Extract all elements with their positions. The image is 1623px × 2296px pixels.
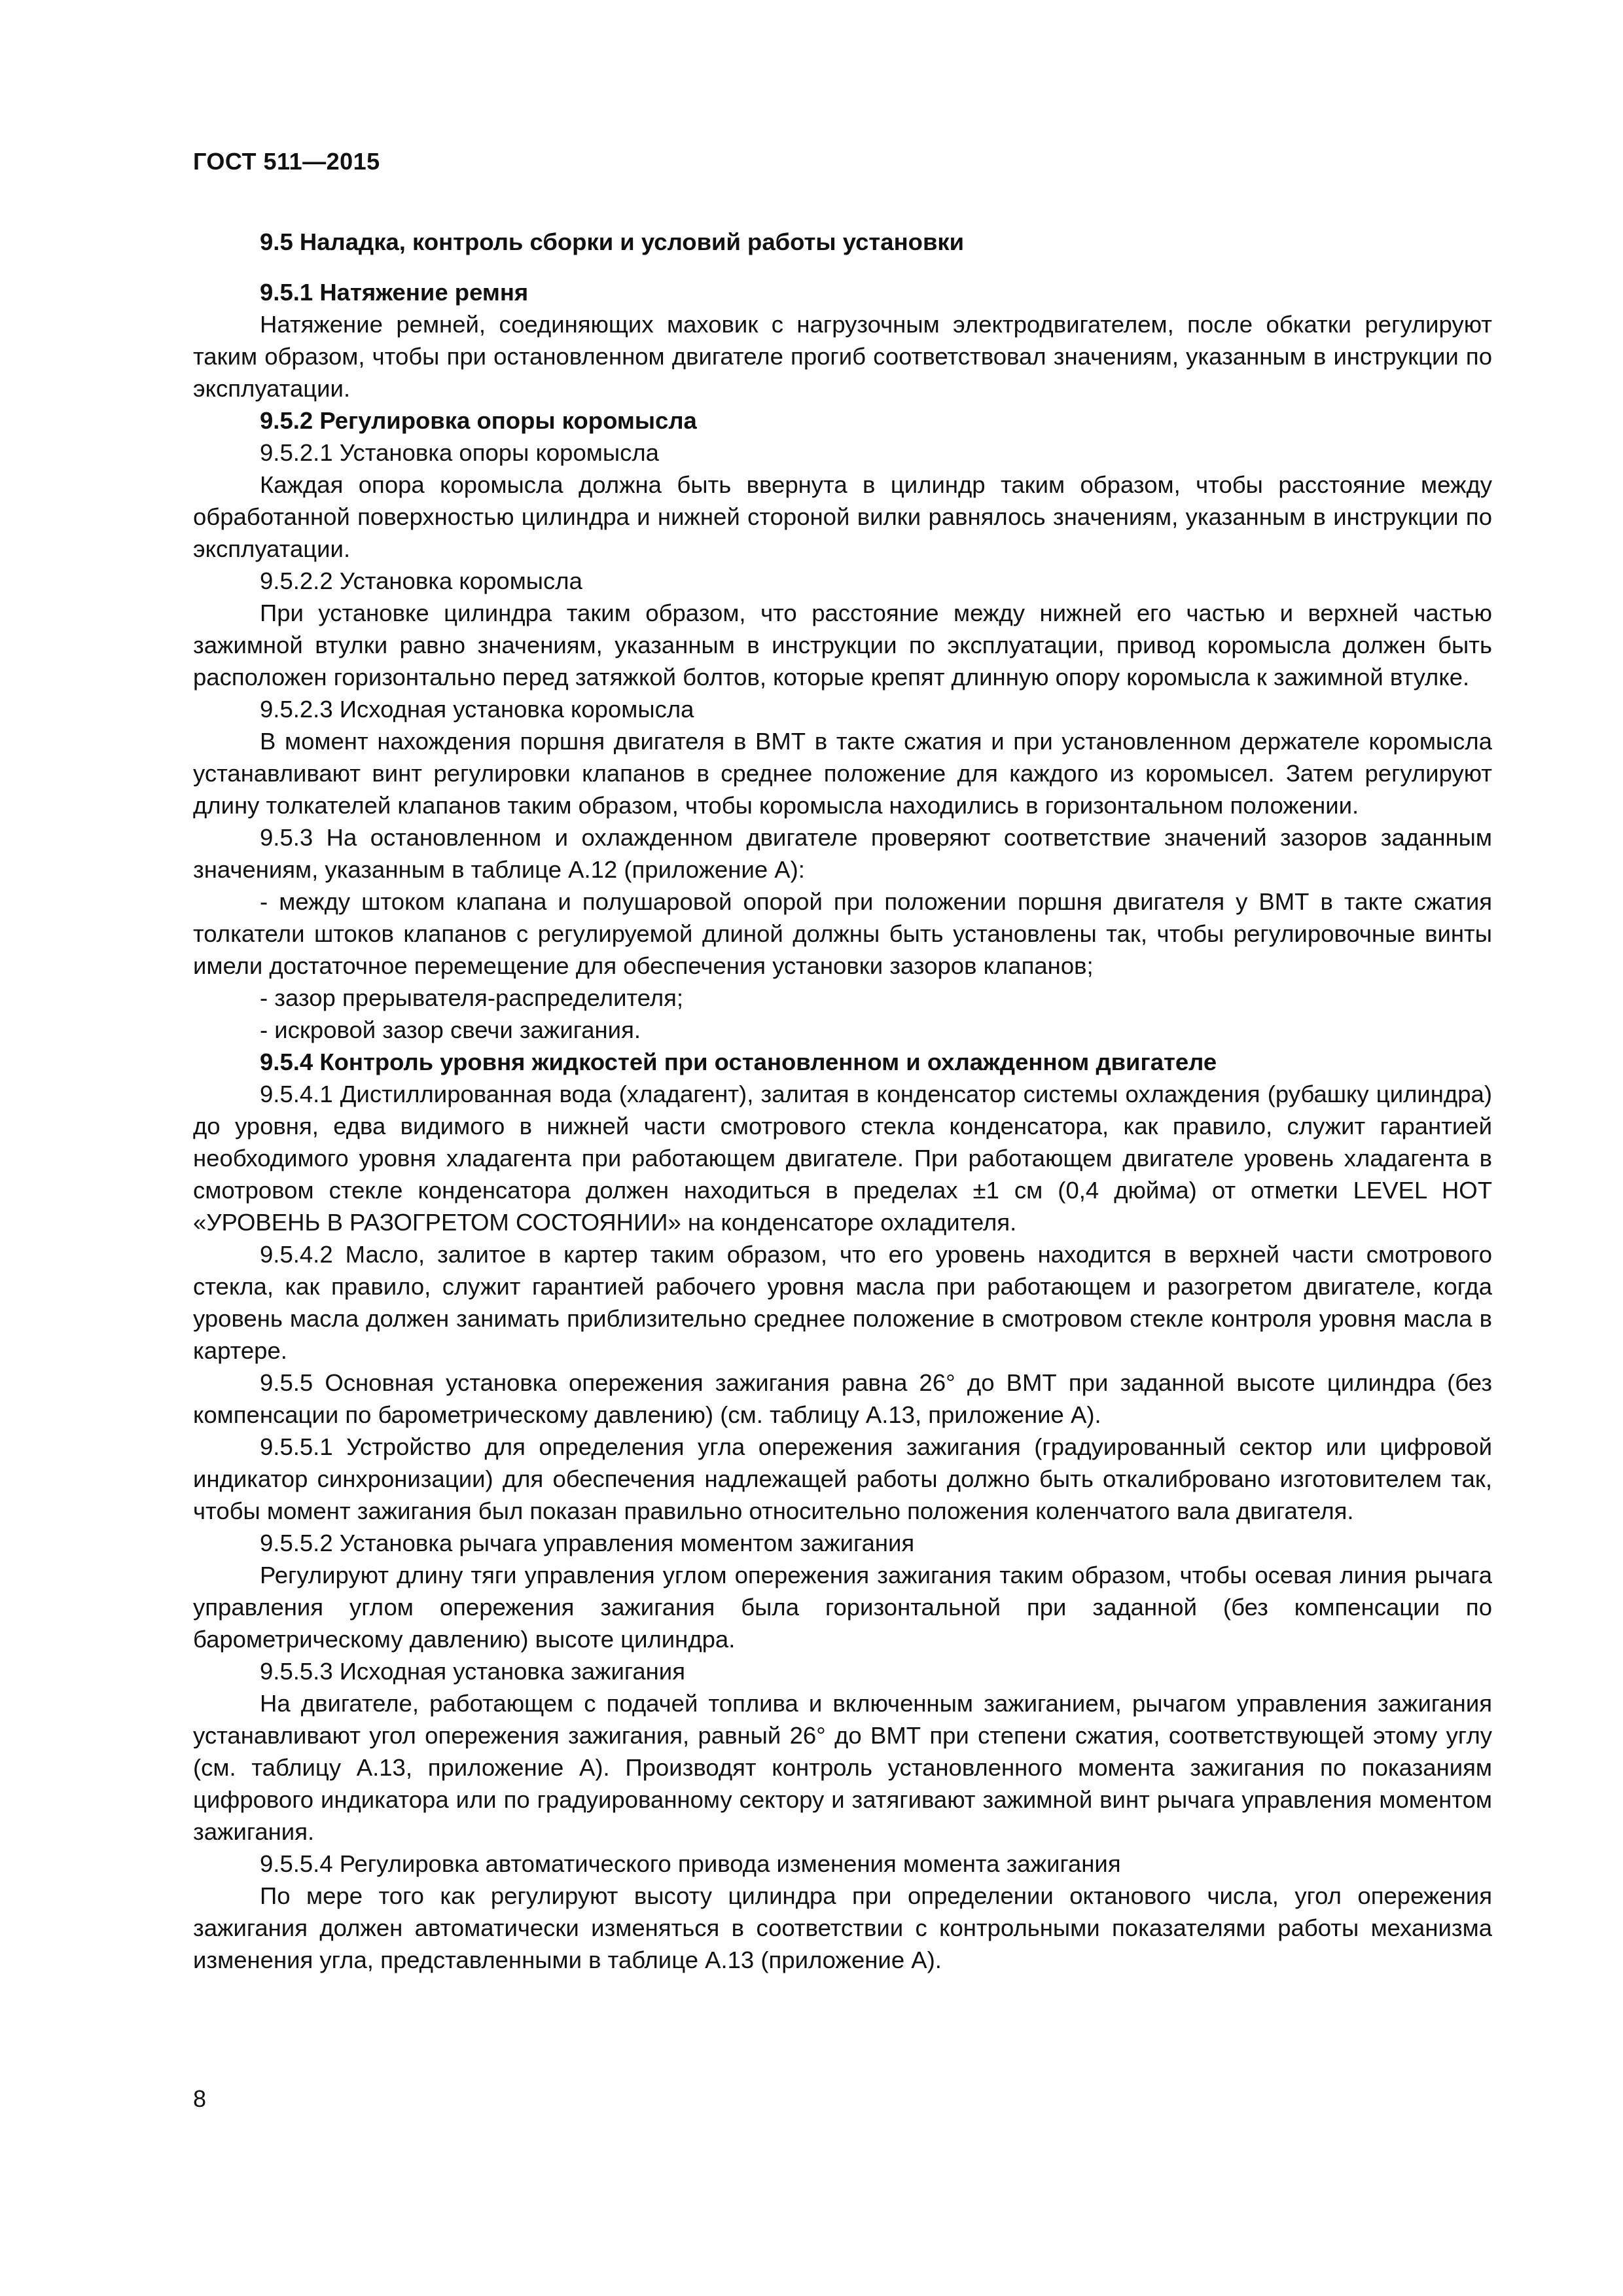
paragraph: Натяжение ремней, соединяющих маховик с нагрузочным электродвигателем, после обкатки регулируют таким образом, чтобы при остановленном двигателе прогиб соответствовал значениям, указанным в инструкции по эксплуатации. <box>193 311 1492 402</box>
paragraph: 9.5.4.1 Дистиллированная вода (хладагент), залитая в конденсатор системы охлаждения (рубашку цилиндра) до уровня, едва видимого в нижней части смотрового стекла конденсатора, как правило, служит гарантией необходимого уровня хладагента при работающем двигателе. При работающем двигателе уровень хладагента в смотровом стекле конденсатора должен находиться в пределах ±1 см (0,4 дюйма) от отметки LEVEL HOT «УРОВЕНЬ В РАЗОГРЕТОМ СОСТОЯНИИ» на конденсаторе охладителя. <box>193 1081 1492 1236</box>
paragraph: 9.5.5.3 Исходная установка зажигания <box>260 1658 685 1685</box>
paragraph: 9.5.2.1 Установка опоры коромысла <box>260 439 659 466</box>
paragraph: Каждая опора коромысла должна быть ввернута в цилиндр таким образом, чтобы расстояние между обработанной поверхностью цилиндра и нижней стороной вилки равнялось значениям, указанным в инструкции по эксплуатации. <box>193 471 1492 562</box>
paragraph: 9.5.5.1 Устройство для определения угла опережения зажигания (градуированный сектор или цифровой индикатор синхронизации) для обеспечения надлежащей работы должно быть откалибровано изготовителем так, чтобы момент зажигания был показан правильно относительно положения коленчатого вала двигателя. <box>193 1433 1492 1524</box>
document-header: ГОСТ 511—2015 <box>193 148 380 175</box>
paragraph: 9.5.2.2 Установка коромысла <box>260 567 582 594</box>
paragraph: 9.5.5 Основная установка опережения зажигания равна 26° до ВМТ при заданной высоте цилиндра (без компенсации по барометрическому давлению) (см. таблицу А.13, приложение А). <box>193 1369 1492 1428</box>
paragraph: По мере того как регулируют высоту цилиндра при определении октанового числа, угол опережения зажигания должен автоматически изменяться в соответствии с контрольными показателями работы механизма изменения угла, представленными в таблице А.13 (приложение А). <box>193 1882 1492 1973</box>
list-item: - между штоком клапана и полушаровой опорой при положении поршня двигателя у ВМТ в такте сжатия толкатели штоков клапанов с регулируемой длиной должны быть установлены так, чтобы регулировочные винты имели достаточное перемещение для обеспечения установки зазоров клапанов; <box>193 888 1492 979</box>
paragraph: 9.5.4.2 Масло, залитое в картер таким образом, что его уровень находится в верхней части смотрового стекла, как правило, служит гарантией рабочего уровня масла при работающем и разогретом двигателе, когда уровень масла должен занимать приблизительно среднее положение в смотровом стекле контроля уровня масла в картере. <box>193 1241 1492 1364</box>
paragraph: 9.5.5.4 Регулировка автоматического привода изменения момента зажигания <box>260 1850 1121 1877</box>
paragraph: 9.5.5.2 Установка рычага управления моментом зажигания <box>260 1530 915 1556</box>
page-number: 8 <box>193 2085 207 2112</box>
paragraph: При установке цилиндра таким образом, что расстояние между нижней его частью и верхней частью зажимной втулки равно значениям, указанным в инструкции по эксплуатации, привод коромысла должен быть расположен горизонтально перед затяжкой болтов, которые крепят длинную опору коромысла к зажимной втулке. <box>193 600 1492 691</box>
subsection-heading: 9.5.2 Регулировка опоры коромысла <box>260 407 697 434</box>
paragraph: На двигателе, работающем с подачей топлива и включенным зажиганием, рычагом управления зажигания устанавливают угол опережения зажигания, равный 26° до ВМТ при степени сжатия, соответствующей этому углу (см. таблицу А.13, приложение А). Производят контроль установленного момента зажигания по показаниям цифрового индикатора или по градуированному сектору и затягивают зажимной винт рычага управления моментом зажигания. <box>193 1690 1492 1845</box>
paragraph: 9.5.2.3 Исходная установка коромысла <box>260 696 694 723</box>
subsection-heading: 9.5.4 Контроль уровня жидкостей при остановленном и охлажденном двигателе <box>260 1049 1217 1075</box>
list-item: - зазор прерывателя-распределителя; <box>260 984 684 1011</box>
document-body <box>193 226 1492 1976</box>
subsection-heading: 9.5.1 Натяжение ремня <box>260 279 529 306</box>
paragraph: В момент нахождения поршня двигателя в ВМТ в такте сжатия и при установленном держателе коромысла устанавливают винт регулировки клапанов в среднее положение для каждого из коромысел. Затем регулируют длину толкателей клапанов таким образом, чтобы коромысла находились в горизонтальном положении. <box>193 728 1492 819</box>
list-item: - искровой зазор свечи зажигания. <box>260 1016 641 1043</box>
paragraph: Регулируют длину тяги управления углом опережения зажигания таким образом, чтобы осевая линия рычага управления углом опережения зажигания была горизонтальной при заданной (без компенсации по барометрическому давлению) высоте цилиндра. <box>193 1562 1492 1653</box>
section-heading: 9.5 Наладка, контроль сборки и условий работы установки <box>260 228 965 255</box>
paragraph: 9.5.3 На остановленном и охлажденном двигателе проверяют соответствие значений зазоров заданным значениям, указанным в таблице А.12 (приложение А): <box>193 824 1492 883</box>
